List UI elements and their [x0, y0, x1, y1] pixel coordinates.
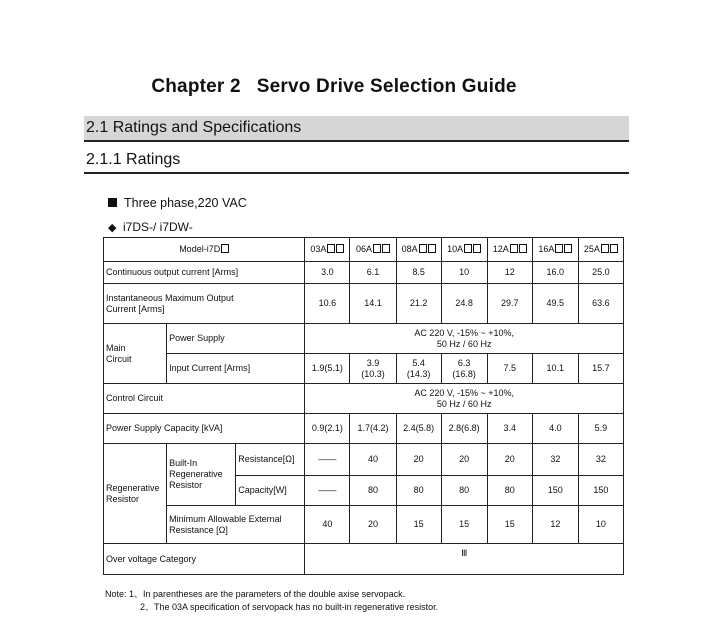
- merged-value-cell: [305, 384, 624, 414]
- chapter-title: [0, 76, 668, 98]
- placeholder-box-icon: [610, 244, 618, 253]
- table-cell: 21.2: [396, 284, 441, 324]
- table-cell: 29.7: [487, 284, 532, 324]
- table-cell: 24.8: [441, 284, 487, 324]
- model-cell: [441, 238, 487, 262]
- chapter-name: Servo Drive Selection Guide: [256, 76, 517, 97]
- model-header-cell: [104, 238, 305, 262]
- bullet-text: Three phase,220 VAC: [124, 196, 247, 210]
- table-cell: ——: [305, 476, 350, 506]
- row-label-line: Regenerative: [106, 482, 160, 493]
- table-cell: 49.5: [532, 284, 578, 324]
- table-row: [104, 284, 624, 324]
- row-group-label: [104, 444, 167, 544]
- placeholder-box-icon: [327, 244, 335, 253]
- table-cell: 8.5: [396, 262, 441, 284]
- table-cell: [578, 354, 623, 384]
- table-cell: 25.0: [578, 262, 623, 284]
- row-label-line: Resistor: [169, 480, 203, 490]
- table-cell: 80: [487, 476, 532, 506]
- table-cell: 3.0: [305, 262, 350, 284]
- placeholder-box-icon: [464, 244, 472, 253]
- table-cell: 40: [305, 506, 350, 544]
- table-cell: [532, 354, 578, 384]
- note-1: Note: 1、In parentheses are the parameters of the double axise servopack.: [105, 589, 406, 599]
- table-cell: 0.9(2.1): [305, 414, 350, 444]
- row-label-line: Main: [106, 342, 126, 353]
- diamond-bullet-icon: ◆: [108, 222, 117, 234]
- value-line: 50 Hz / 60 Hz: [436, 338, 492, 349]
- table-row: [104, 324, 624, 354]
- table-cell: 10: [578, 506, 623, 544]
- placeholder-box-icon: [510, 244, 518, 253]
- placeholder-box-icon: [601, 244, 609, 253]
- table-row: [104, 262, 624, 284]
- table-row: [104, 544, 624, 575]
- table-cell: 15: [396, 506, 441, 544]
- table-cell: 10.6: [305, 284, 350, 324]
- row-label: Control Circuit: [104, 384, 305, 414]
- placeholder-box-icon: [336, 244, 344, 253]
- row-label-line: Instantaneous Maximum Output: [106, 292, 234, 303]
- table-cell: 32: [578, 444, 623, 476]
- row-label-line: Circuit: [106, 353, 132, 364]
- bullet-three-phase: [108, 196, 247, 210]
- placeholder-box-icon: [564, 244, 572, 253]
- placeholder-box-icon: [428, 244, 436, 253]
- model-cell: [396, 238, 441, 262]
- subsection-title: 2.1.1 Ratings: [86, 151, 181, 168]
- table-row: [104, 506, 624, 544]
- placeholder-box-icon: [473, 244, 481, 253]
- table-cell: [487, 354, 532, 384]
- value-line: 50 Hz / 60 Hz: [436, 398, 492, 409]
- table-cell: 40: [350, 444, 396, 476]
- table-cell: 80: [396, 476, 441, 506]
- bullet-model-series: [108, 220, 193, 234]
- row-label: Resistance[Ω]: [236, 444, 305, 476]
- row-label: Continuous output current [Arms]: [104, 262, 305, 284]
- table-cell: 5.9: [578, 414, 623, 444]
- table-cell: 2.4(5.8): [396, 414, 441, 444]
- row-subgroup-label: [167, 444, 236, 506]
- placeholder-box-icon: [382, 244, 390, 253]
- table-cell: [396, 354, 441, 384]
- row-label: Power Supply: [167, 324, 305, 354]
- value-line: 5.4: [412, 357, 425, 368]
- model-code: 03A: [310, 244, 327, 254]
- table-cell: 16.0: [532, 262, 578, 284]
- row-label: Capacity[W]: [236, 476, 305, 506]
- row-group-label: [104, 324, 167, 384]
- model-cell: [350, 238, 396, 262]
- table-cell: 32: [532, 444, 578, 476]
- subsection-heading: [84, 150, 629, 174]
- table-row: [104, 354, 624, 384]
- row-label-line: Minimum Allowable External: [169, 513, 282, 524]
- table-cell: 4.0: [532, 414, 578, 444]
- value-line: (10.3): [361, 368, 385, 379]
- value-line: 6.3: [457, 357, 471, 368]
- table-cell: 20: [441, 444, 487, 476]
- model-code: 12A: [492, 244, 509, 254]
- table-cell: 1.7(4.2): [350, 414, 396, 444]
- row-label-line: Current [Arms]: [106, 303, 165, 314]
- placeholder-box-icon: [373, 244, 381, 253]
- table-cell: 12: [487, 262, 532, 284]
- table-cell: 80: [441, 476, 487, 506]
- value-line: 7.5: [503, 363, 516, 373]
- table-cell: [441, 354, 487, 384]
- table-header-row: [104, 238, 624, 262]
- row-label-line: Resistance [Ω]: [169, 524, 228, 535]
- section-heading: [84, 116, 629, 142]
- table-cell: 12: [532, 506, 578, 544]
- merged-value-cell: [305, 324, 624, 354]
- table-cell: 2.8(6.8): [441, 414, 487, 444]
- table-cell: 150: [532, 476, 578, 506]
- value-line: (14.3): [406, 368, 431, 379]
- row-label-line: Resistor: [106, 493, 140, 504]
- table-cell: [350, 354, 396, 384]
- table-row: [104, 414, 624, 444]
- row-label-line: Regenerative: [169, 469, 223, 479]
- table-cell: 80: [350, 476, 396, 506]
- row-label: Input Current [Arms]: [167, 354, 305, 384]
- model-cell: [578, 238, 623, 262]
- model-code: 25A: [583, 244, 600, 254]
- model-code: 16A: [538, 244, 555, 254]
- value-line: 3.9: [366, 357, 380, 368]
- table-row: [104, 444, 624, 476]
- model-code: 08A: [401, 244, 418, 254]
- chapter-number: Chapter 2: [151, 76, 241, 97]
- value-line: 10.1: [546, 363, 565, 373]
- bullet-text: i7DS-/ i7DW-: [123, 220, 193, 234]
- table-cell: 15: [441, 506, 487, 544]
- square-bullet-icon: [108, 198, 117, 207]
- row-label-line: Built-In: [169, 458, 198, 468]
- table-cell: 15: [487, 506, 532, 544]
- table-cell: 6.1: [350, 262, 396, 284]
- row-label: Over voltage Category: [104, 544, 305, 575]
- note-2: 2、The 03A specification of servopack has no built-in regenerative resistor.: [140, 602, 439, 612]
- placeholder-box-icon: [419, 244, 427, 253]
- row-label: [167, 506, 305, 544]
- value-line: 15.7: [592, 363, 610, 373]
- table-cell: 63.6: [578, 284, 623, 324]
- table-cell: 3.4: [487, 414, 532, 444]
- section-title: 2.1 Ratings and Specifications: [86, 119, 302, 136]
- value-line: AC 220 V, -15% ~ +10%,: [414, 327, 515, 338]
- table-cell: [305, 354, 350, 384]
- table-cell: 10: [441, 262, 487, 284]
- model-cell: [305, 238, 350, 262]
- model-cell: [487, 238, 532, 262]
- model-code: 06A: [356, 244, 373, 254]
- model-cell: [532, 238, 578, 262]
- row-label: Power Supply Capacity [kVA]: [104, 414, 305, 444]
- table-cell: 20: [350, 506, 396, 544]
- table-row: [104, 384, 624, 414]
- placeholder-box-icon: [221, 244, 229, 253]
- table-cell: 20: [396, 444, 441, 476]
- value-line: AC 220 V, -15% ~ +10%,: [414, 387, 515, 398]
- row-label: [104, 284, 305, 324]
- ratings-table: [103, 237, 624, 575]
- merged-value-cell: Ⅲ: [305, 544, 624, 575]
- table-cell: 14.1: [350, 284, 396, 324]
- table-cell: 150: [578, 476, 623, 506]
- placeholder-box-icon: [555, 244, 563, 253]
- value-line: (16.8): [452, 368, 476, 379]
- value-line: 1.9(5.1): [311, 363, 343, 373]
- placeholder-box-icon: [519, 244, 527, 253]
- model-code: 10A: [447, 244, 464, 254]
- table-cell: 20: [487, 444, 532, 476]
- table-cell: ——: [305, 444, 350, 476]
- model-label: Model-i7D: [179, 244, 221, 254]
